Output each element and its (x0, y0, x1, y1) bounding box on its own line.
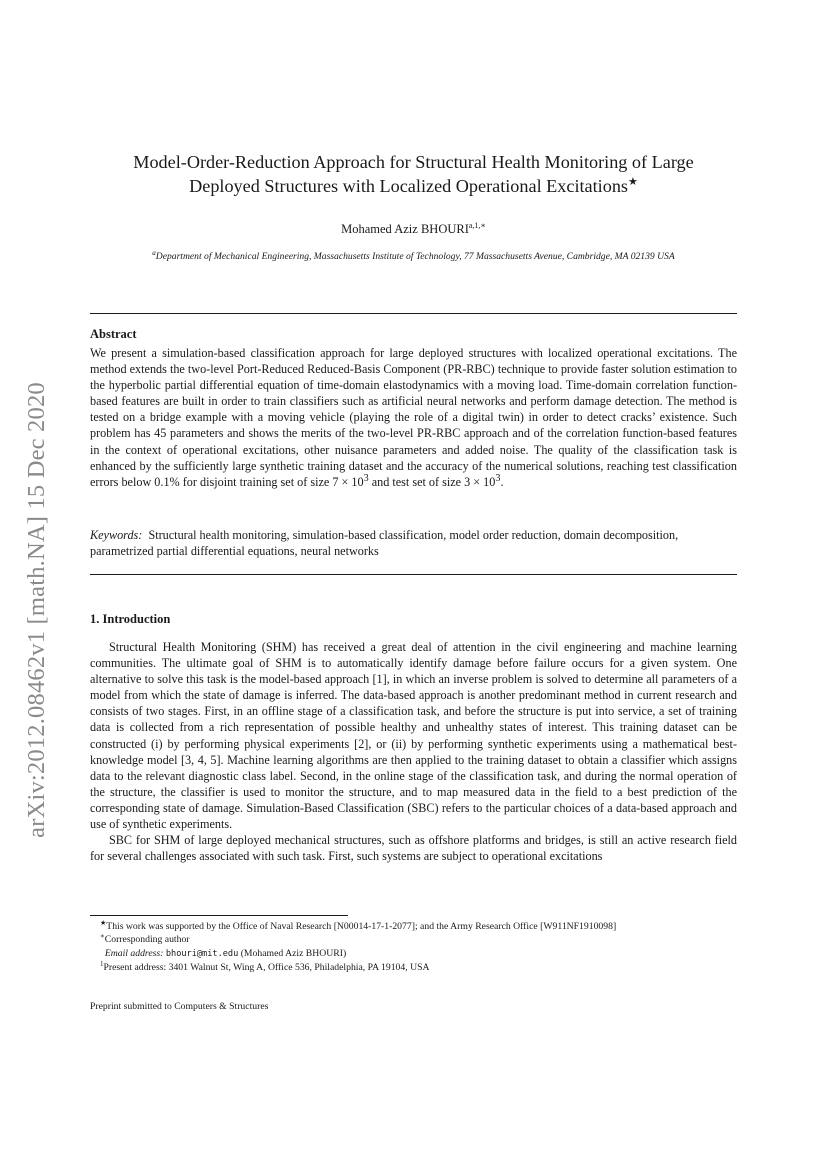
footnote-funding-text: This work was supported by the Office of Naval Research [N00014-17-1-2077]; and the Army Research Office [W911NF1910098] (106, 921, 617, 932)
affiliation-mark: a (152, 248, 156, 257)
keywords (90, 527, 737, 559)
footnote-present-mark: 1 (100, 959, 104, 968)
abstract-text-end: . (500, 474, 504, 489)
keywords-label: Keywords: (90, 528, 143, 542)
footnote-email-label: Email address: (104, 947, 164, 959)
title-line-2: Deployed Structures with Localized Operational Excitations (189, 176, 628, 196)
footnote-email-name: (Mohamed Aziz BHOURI) (240, 947, 347, 959)
abstract-heading: Abstract (90, 327, 137, 341)
introduction-heading: 1. Introduction (90, 612, 171, 626)
title-footnote-marker: ★ (628, 175, 638, 188)
introduction-paragraph-1: Structural Health Monitoring (SHM) has received a great deal of attention in the civil engineering and machine learning communities. The ultimate goal of SHM is to automatically identify damage before failure occurs for a given system. One alternative to solve this task is the model-based approach [1], in which an inverse problem is solved to determine all parameters of a model from which the state of damage is inferred. The data-based approach is another predominant method in current research and consists of two stages. First, in an offline stage of a classification task, and before the structure is put into service, a set of training data is collected from a rich representation of possible healthy and unhealthy states of interest. This training dataset can be constructed (i) by performing physical experiments [2], or (ii) by performing synthetic experiments using a mathematical best-knowledge model [3, 4, 5]. Machine learning algorithms are then applied to the training dataset to obtain a classifier which assigns data to the relevant diagnostic class label. Second, in the online stage of the classification task, and during the normal operation of the structure, the classifier is used to monitor the structure, and to map measured data in the field to a best prediction of the corresponding state of damage. Simulation-Based Classification (SBC) refers to the particular choices of a data-based approach and use of synthetic experiments. (90, 640, 737, 832)
footnotes (90, 920, 737, 974)
abstract-body (90, 345, 737, 490)
arxiv-identifier-text: arXiv:2012.08462v1 [math.NA] 15 Dec 2020 (23, 382, 50, 838)
affiliation-text: Department of Mechanical Engineering, Massachusetts Institute of Technology, 77 Massachusetts Avenue, Cambridge, MA 02139 USA (155, 251, 675, 262)
introduction-body (90, 639, 737, 864)
abstract-exponent-2: 3 (495, 472, 501, 484)
abstract-top-rule (90, 313, 737, 314)
footnote-present-text: Present address: 3401 Walnut St, Wing A, Office 536, Philadelphia, PA 19104, USA (103, 961, 430, 973)
paper-title (90, 150, 737, 198)
title-line-1: Model-Order-Reduction Approach for Structural Health Monitoring of Large (133, 152, 694, 172)
abstract-text-main: We present a simulation-based classification approach for large deployed structures with localized operational excitations. The method extends the two-level Port-Reduced Reduced-Basis Component (PR-RBC) technique to provide faster solution estimation to the hyperbolic partial differential equation of time-domain elastodynamics with a moving load. Time-domain correlation function-based features are built in order to train classifiers such as artificial neural networks and perform damage detection. The method is tested on a bridge example with a moving vehicle (playing the role of a digital twin) in order to detect cracks’ existence. Such problem has 45 parameters and shows the merits of the two-level PR-RBC approach and of the correlation function-based features in the context of operational excitations, other nuisance parameters and added noise. The quality of the classification task is enhanced by the sufficiently large synthetic training dataset and the accuracy of the numerical solutions, reaching test classification errors below 0.1% for disjoint training set of size 7 × 10 (90, 346, 737, 489)
footnote-email (90, 947, 737, 961)
author-name: Mohamed Aziz BHOURI (341, 222, 469, 236)
footnote-corresponding-text: Corresponding author (104, 934, 190, 946)
footnote-rule (90, 915, 348, 916)
abstract-exponent-1: 3 (363, 472, 369, 484)
footnote-funding (90, 920, 737, 933)
footnote-corresponding-mark: ∗ (100, 932, 105, 941)
keywords-text: Structural health monitoring, simulation-based classification, model order reduction, domain decomposition, parametrized partial differential equations, neural networks (90, 528, 679, 559)
abstract-text-mid: and test set of size 3 × 10 (368, 474, 496, 489)
preprint-note: Preprint submitted to Computers & Structures (90, 1001, 269, 1012)
abstract-bottom-rule (90, 574, 737, 575)
footnote-corresponding (90, 933, 737, 946)
footnote-present-address (90, 961, 737, 974)
arxiv-identifier-stamp (12, 340, 62, 880)
introduction-paragraph-2: SBC for SHM of large deployed mechanical structures, such as offshore platforms and bridges, is still an active research field for several challenges associated with such task. First, such systems are subject to operational excitations (90, 833, 737, 864)
footnote-funding-mark: ★ (100, 918, 107, 927)
footnote-email-address[interactable]: bhouri@mit.edu (165, 948, 239, 959)
affiliation (90, 248, 737, 262)
author-line (90, 222, 737, 237)
author-marks: a,1,∗ (468, 220, 486, 230)
